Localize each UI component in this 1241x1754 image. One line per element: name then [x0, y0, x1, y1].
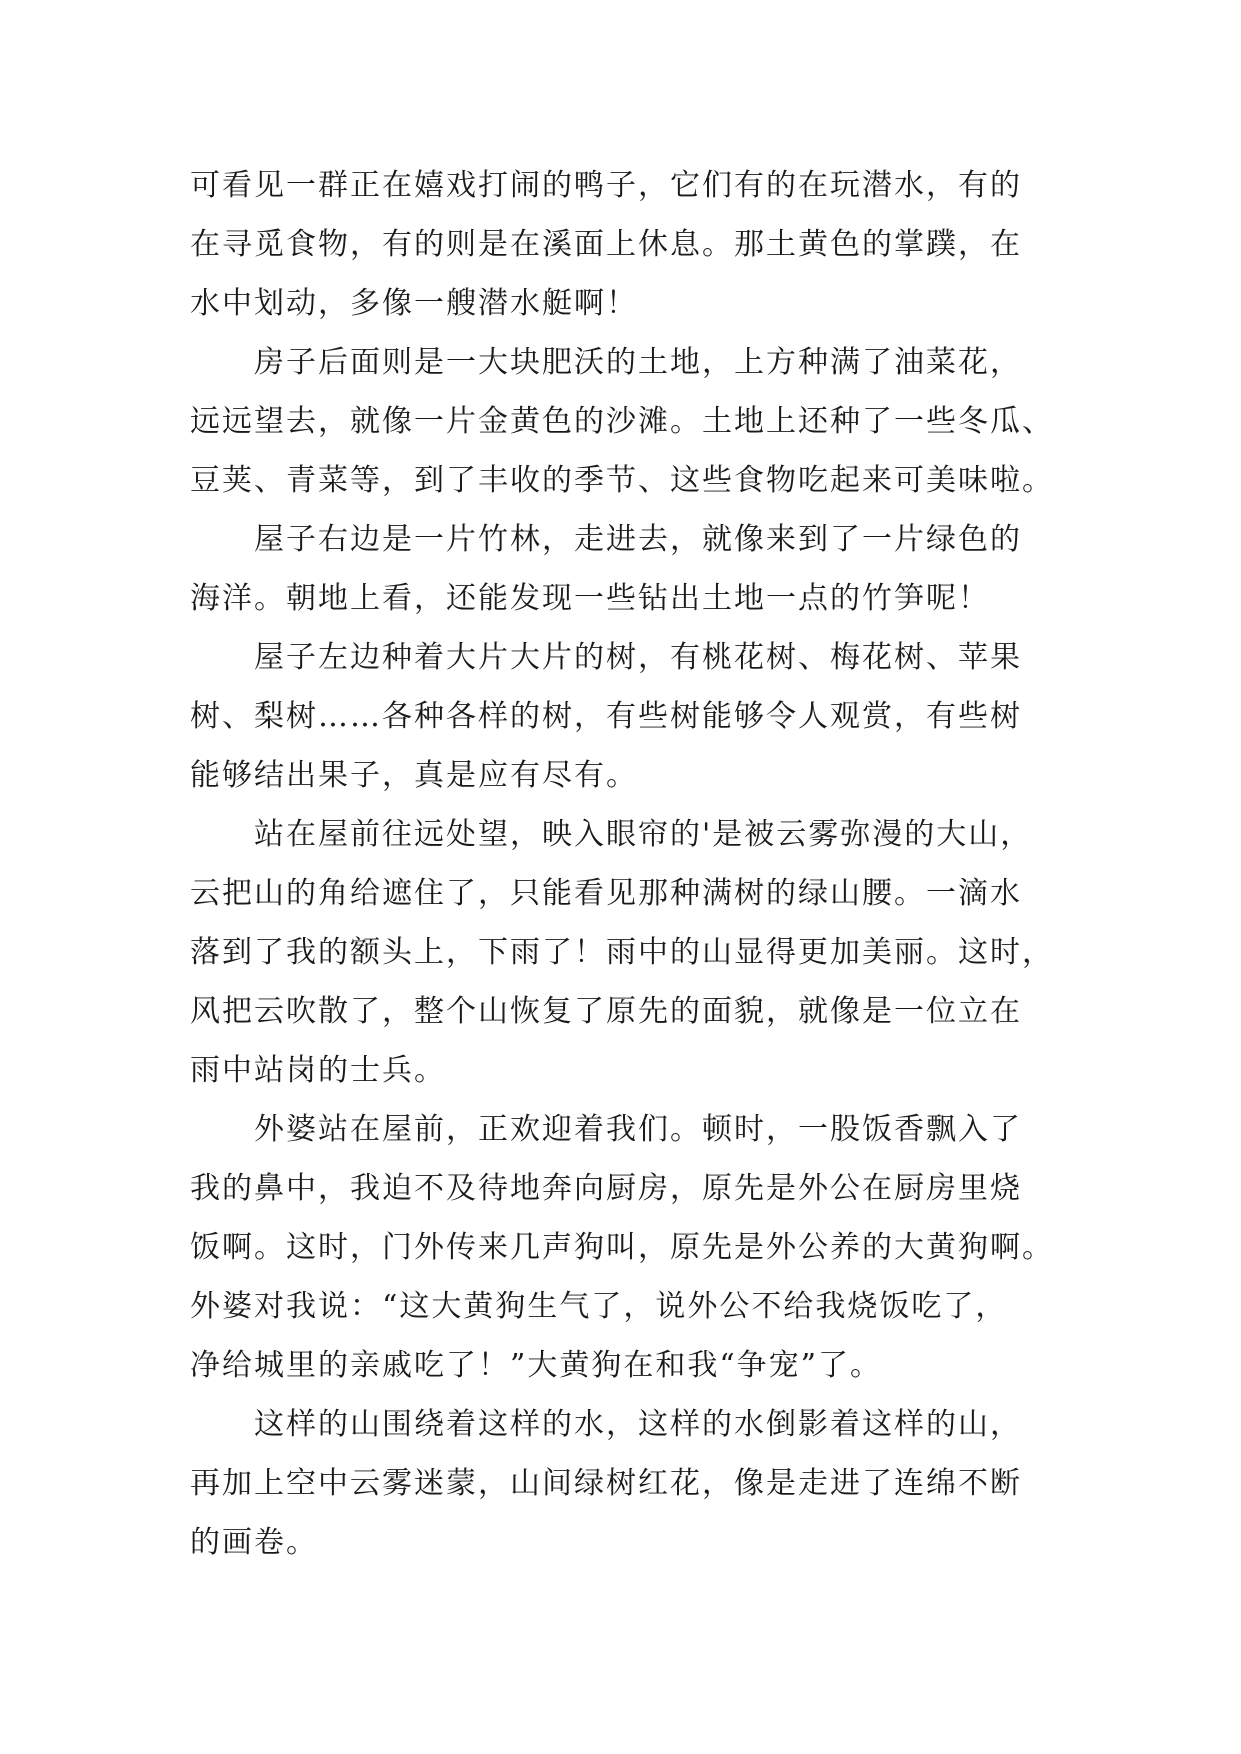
text-line: 我的鼻中，我迫不及待地奔向厨房，原先是外公在厨房里烧 [190, 1171, 1022, 1206]
paragraph-first-line: 外婆站在屋前，正欢迎着我们。顿时，一股饭香飘入了 [254, 1112, 1022, 1147]
document-body [190, 156, 1052, 1572]
paragraph-first-line: 房子后面则是一大块肥沃的土地，上方种满了油菜花， [254, 345, 1022, 380]
text-line: 豆荚、青菜等，到了丰收的季节、这些食物吃起来可美味啦。 [190, 463, 1054, 498]
text-line: 远远望去，就像一片金黄色的沙滩。土地上还种了一些冬瓜、 [190, 404, 1054, 439]
text-line: 云把山的角给遮住了，只能看见那种满树的绿山腰。一滴水 [190, 876, 1022, 911]
text-line: 可看见一群正在嬉戏打闹的鸭子，它们有的在玩潜水，有的 [190, 168, 1022, 203]
text-line: 净给城里的亲戚吃了！”大黄狗在和我“争宠”了。 [190, 1348, 883, 1383]
paragraph-first-line: 这样的山围绕着这样的水，这样的水倒影着这样的山， [254, 1407, 1022, 1442]
text-line: 海洋。朝地上看，还能发现一些钻出土地一点的竹笋呢！ [190, 581, 990, 616]
text-line: 落到了我的额头上，下雨了！雨中的山显得更加美丽。这时， [190, 935, 1054, 970]
text-line: 水中划动，多像一艘潜水艇啊！ [190, 286, 638, 321]
paragraph-first-line: 屋子右边是一片竹林，走进去，就像来到了一片绿色的 [254, 522, 1022, 557]
paragraph-first-line: 屋子左边种着大片大片的树，有桃花树、梅花树、苹果 [254, 640, 1022, 675]
text-line: 在寻觅食物，有的则是在溪面上休息。那土黄色的掌蹼，在 [190, 227, 1022, 262]
text-line: 树、梨树……各种各样的树，有些树能够令人观赏，有些树 [190, 699, 1022, 734]
paragraph-first-line: 站在屋前往远处望，映入眼帘的'是被云雾弥漫的大山， [254, 817, 1033, 852]
text-line: 饭啊。这时，门外传来几声狗叫，原先是外公养的大黄狗啊。 [190, 1230, 1054, 1265]
text-line: 风把云吹散了，整个山恢复了原先的面貌，就像是一位立在 [190, 994, 1022, 1029]
text-line: 再加上空中云雾迷蒙，山间绿树红花，像是走进了连绵不断 [190, 1466, 1022, 1501]
text-line: 雨中站岗的士兵。 [190, 1053, 446, 1088]
text-line: 能够结出果子，真是应有尽有。 [190, 758, 638, 793]
text-line: 的画卷。 [190, 1525, 318, 1560]
text-line: 外婆对我说：“这大黄狗生气了，说外公不给我烧饭吃了， [190, 1289, 1008, 1324]
